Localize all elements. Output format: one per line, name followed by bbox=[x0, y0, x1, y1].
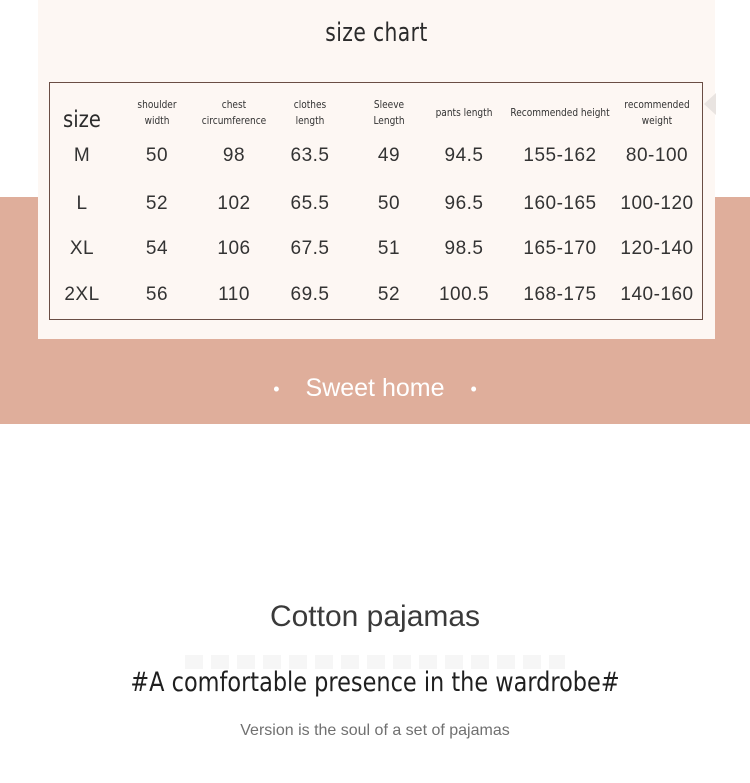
table-cell: 80-100 bbox=[625, 145, 689, 166]
table-cell: 52 bbox=[145, 193, 169, 214]
table-cell: 168-175 bbox=[523, 284, 597, 305]
table-cell: 100.5 bbox=[438, 284, 490, 305]
table-cell: 49 bbox=[377, 145, 401, 166]
table-cell: 98.5 bbox=[444, 238, 484, 259]
section-subtitle: #A comfortable presence in the wardrobe# bbox=[130, 667, 620, 698]
column-header-line: recommended bbox=[624, 98, 690, 111]
column-header bbox=[510, 105, 609, 121]
table-cell: 94.5 bbox=[444, 145, 484, 166]
column-header bbox=[436, 105, 493, 121]
table-cell: 106 bbox=[217, 238, 251, 259]
size-label: 2XL bbox=[64, 284, 100, 305]
column-header bbox=[373, 97, 404, 129]
table-cell: 52 bbox=[377, 284, 401, 305]
column-header-line: width bbox=[144, 114, 170, 127]
column-header-line: chest bbox=[221, 98, 247, 111]
table-cell: 100-120 bbox=[620, 193, 694, 214]
column-header bbox=[137, 97, 176, 129]
size-table bbox=[49, 82, 703, 320]
section-title: Cotton pajamas bbox=[269, 600, 481, 633]
bullet-left: • bbox=[273, 379, 280, 400]
column-header bbox=[202, 97, 266, 129]
table-cell: 56 bbox=[145, 284, 169, 305]
table-cell: 155-162 bbox=[523, 145, 597, 166]
column-header bbox=[624, 97, 689, 129]
table-cell: 102 bbox=[217, 193, 251, 214]
table-cell: 96.5 bbox=[444, 193, 484, 214]
size-table-grid bbox=[50, 83, 702, 319]
table-cell: 98 bbox=[222, 145, 246, 166]
table-cell: 140-160 bbox=[620, 284, 694, 305]
table-cell: 69.5 bbox=[290, 284, 330, 305]
quote-mark-icon bbox=[704, 93, 716, 115]
size-label: XL bbox=[69, 238, 95, 259]
size-label: M bbox=[73, 145, 91, 166]
table-cell: 110 bbox=[218, 284, 250, 305]
table-cell: 165-170 bbox=[523, 238, 597, 259]
column-header-line: Recommended height bbox=[510, 106, 610, 119]
bullet-right: • bbox=[470, 379, 477, 400]
column-header-line: circumference bbox=[201, 114, 267, 127]
table-cell: 65.5 bbox=[290, 193, 330, 214]
table-cell: 51 bbox=[377, 238, 401, 259]
column-header bbox=[63, 107, 101, 133]
table-cell: 67.5 bbox=[290, 238, 330, 259]
column-header-line: length bbox=[295, 114, 325, 127]
sweet-home-banner bbox=[0, 370, 750, 406]
size-chart-title: size chart bbox=[325, 18, 428, 48]
table-cell: 160-165 bbox=[523, 193, 597, 214]
size-chart-card bbox=[38, 0, 715, 339]
table-cell: 120-140 bbox=[620, 238, 694, 259]
banner-text: Sweet home bbox=[305, 374, 445, 402]
column-header-line: pants length bbox=[435, 106, 493, 119]
column-header-line: shoulder bbox=[137, 98, 177, 111]
column-header bbox=[294, 97, 326, 129]
table-cell: 50 bbox=[145, 145, 169, 166]
column-header-line: weight bbox=[641, 114, 673, 127]
table-cell: 50 bbox=[377, 193, 401, 214]
table-cell: 63.5 bbox=[290, 145, 330, 166]
column-header-line: Length bbox=[373, 114, 405, 127]
size-label: L bbox=[76, 193, 88, 214]
section-tagline: Version is the soul of a set of pajamas bbox=[240, 722, 510, 739]
column-header-line: Sleeve bbox=[373, 98, 405, 111]
column-header-line: clothes bbox=[293, 98, 327, 111]
column-header-line: size bbox=[63, 107, 101, 133]
table-cell: 54 bbox=[145, 238, 169, 259]
